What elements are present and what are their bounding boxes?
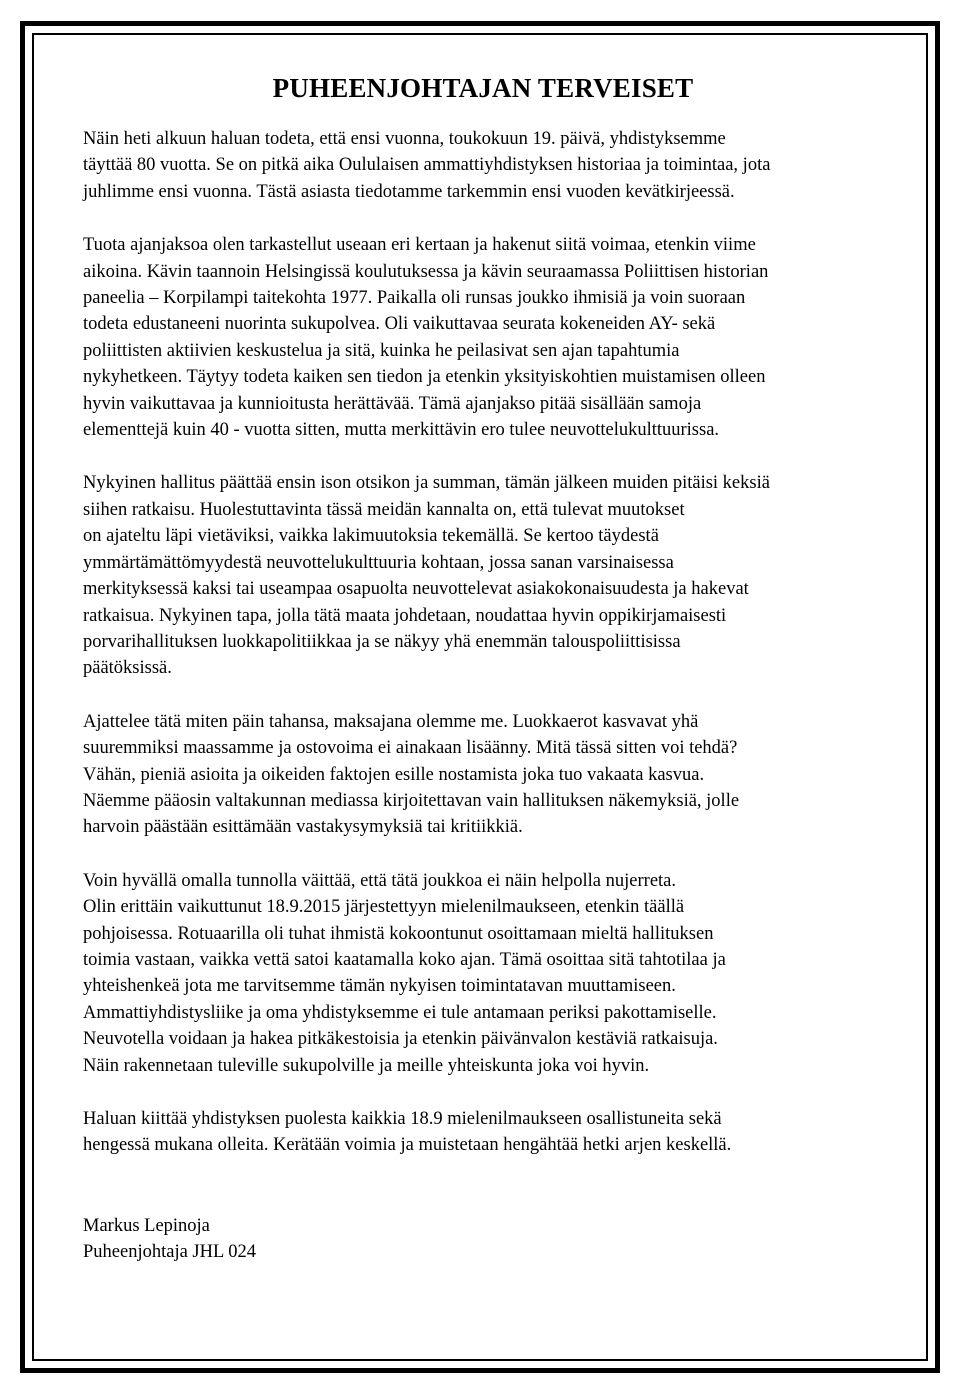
text-line: Voin hyvällä omalla tunnolla väittää, että tätä joukkoa ei näin helpolla nujerreta.: [83, 870, 677, 891]
signature-block: [83, 1213, 883, 1266]
text-line: Ajattelee tätä miten päin tahansa, maksajana olemme me. Luokkaerot kasvavat yhä: [83, 711, 699, 732]
text-line: Haluan kiittää yhdistyksen puolesta kaikkia 18.9 mielenilmaukseen osallistuneita sekä: [83, 1109, 722, 1129]
text-line: siihen ratkaisu. Huolestuttavinta tässä meidän kannalta on, että tulevat muutokset: [83, 499, 685, 520]
text-line: Neuvotella voidaan ja hakea pitkäkestoisia ja etenkin päivänvalon kestäviä ratkaisuja.: [83, 1029, 718, 1050]
text-line: suuremmiksi maassamme ja ostovoima ei ainakaan lisäänny. Mitä tässä sitten voi tehdä?: [83, 738, 738, 759]
paragraph-5: [83, 868, 883, 1079]
text-line: Vähän, pieniä asioita ja oikeiden faktojen esille nostamista joka tuo vakaata kasvua.: [83, 764, 705, 785]
paragraph-1: [83, 126, 883, 205]
text-line: Tuota ajanjaksoa olen tarkastellut useaan eri kertaan ja hakenut siitä voimaa, etenkin viime: [83, 235, 756, 256]
text-line: on ajateltu läpi vietäviksi, vaikka lakimuutoksia tekemällä. Se kertoo täydestä: [83, 526, 659, 547]
text-line: toimia vastaan, vaikka vettä satoi kaatamalla koko ajan. Tämä osoittaa sitä tahtotilaa ja: [83, 949, 726, 970]
text-line: juhlimme ensi vuonna. Tästä asiasta tiedotamme tarkemmin ensi vuoden kevätkirjeessä.: [83, 181, 735, 202]
text-line: todeta edustaneeni nuorinta sukupolvea. Oli vaikuttavaa seurata kokeneiden AY- sekä: [83, 314, 716, 335]
text-line: Näemme pääosin valtakunnan mediassa kirjoitettavan vain hallituksen näkemyksiä, jolle: [83, 790, 740, 811]
paragraph-4: [83, 709, 883, 841]
text-line: yhteishenkeä jota me tarvitsemme tämän nykyisen toimintatavan muuttamiseen.: [83, 976, 676, 997]
paragraph-6: [83, 1106, 883, 1159]
signature-role: Puheenjohtaja JHL 024: [83, 1242, 256, 1263]
text-line: nykyhetkeen. Täytyy todeta kaiken sen tiedon ja etenkin yksityiskohtien muistamisen olleen: [83, 367, 766, 388]
letter-body: [83, 70, 883, 1266]
text-line: Nykyinen hallitus päättää ensin ison otsikon ja summan, tämän jälkeen muiden pitäisi keksiä: [83, 473, 770, 494]
text-line: paneelia – Korpilampi taitekohta 1977. Paikalla oli runsas joukko ihmisiä ja voin suoraan: [83, 288, 746, 309]
text-line: ratkaisua. Nykyinen tapa, jolla tätä maata johdetaan, noudattaa hyvin oppikirjamaisesti: [83, 605, 727, 626]
text-line: hengessä mukana olleita. Kerätään voimia ja muistetaan hengähtää hetki arjen keskellä.: [83, 1135, 732, 1156]
text-line: Olin erittäin vaikuttunut 18.9.2015 järjestettyyn mielenilmaukseen, etenkin täällä: [83, 897, 685, 918]
signature-name: Markus Lepinoja: [83, 1215, 210, 1236]
text-line: Näin rakennetaan tuleville sukupolville ja meille yhteiskunta joka voi hyvin.: [83, 1055, 650, 1076]
text-line: porvarihallituksen luokkapolitiikkaa ja se näkyy yhä enemmän talouspoliittisissa: [83, 631, 681, 652]
text-line: hyvin vaikuttavaa ja kunnioitusta herättävää. Tämä ajanjakso pitää sisällään samoja: [83, 393, 702, 414]
text-line: päätöksissä.: [83, 658, 172, 679]
text-line: harvoin päästään esittämään vastakysymyksiä tai kritiikkiä.: [83, 817, 523, 838]
text-line: poliittisten aktiivien keskustelua ja sitä, kuinka he peilasivat sen ajan tapahtumia: [83, 340, 680, 361]
paragraph-3: [83, 470, 883, 681]
text-line: Näin heti alkuun haluan todeta, että ensi vuonna, toukokuun 19. päivä, yhdistyksemme: [83, 129, 726, 149]
text-line: pohjoisessa. Rotuaarilla oli tuhat ihmistä kokoontunut osoittamaan mieltä hallituksen: [83, 923, 714, 944]
text-line: Ammattiyhdistysliike ja oma yhdistyksemme ei tule antamaan periksi pakottamiselle.: [83, 1002, 717, 1023]
text-line: aikoina. Kävin taannoin Helsingissä koulutuksessa ja kävin seuraamassa Poliittisen historian: [83, 261, 769, 282]
paragraph-2: [83, 232, 883, 443]
text-line: ymmärtämättömyydestä neuvottelukulttuuria kohtaan, jossa sanan varsinaisessa: [83, 552, 674, 573]
letter-title: PUHEENJOHTAJAN TERVEISET: [272, 73, 694, 103]
text-line: elementtejä kuin 40 - vuotta sitten, mutta merkittävin ero tulee neuvottelukulttuurissa.: [83, 420, 720, 441]
text-line: merkityksessä kaksi tai useampaa osapuolta neuvottelevat asiakokonaisuudesta ja hakevat: [83, 579, 749, 600]
text-line: täyttää 80 vuotta. Se on pitkä aika Oululaisen ammattiyhdistyksen historiaa ja toimintaa, jota: [83, 155, 771, 176]
